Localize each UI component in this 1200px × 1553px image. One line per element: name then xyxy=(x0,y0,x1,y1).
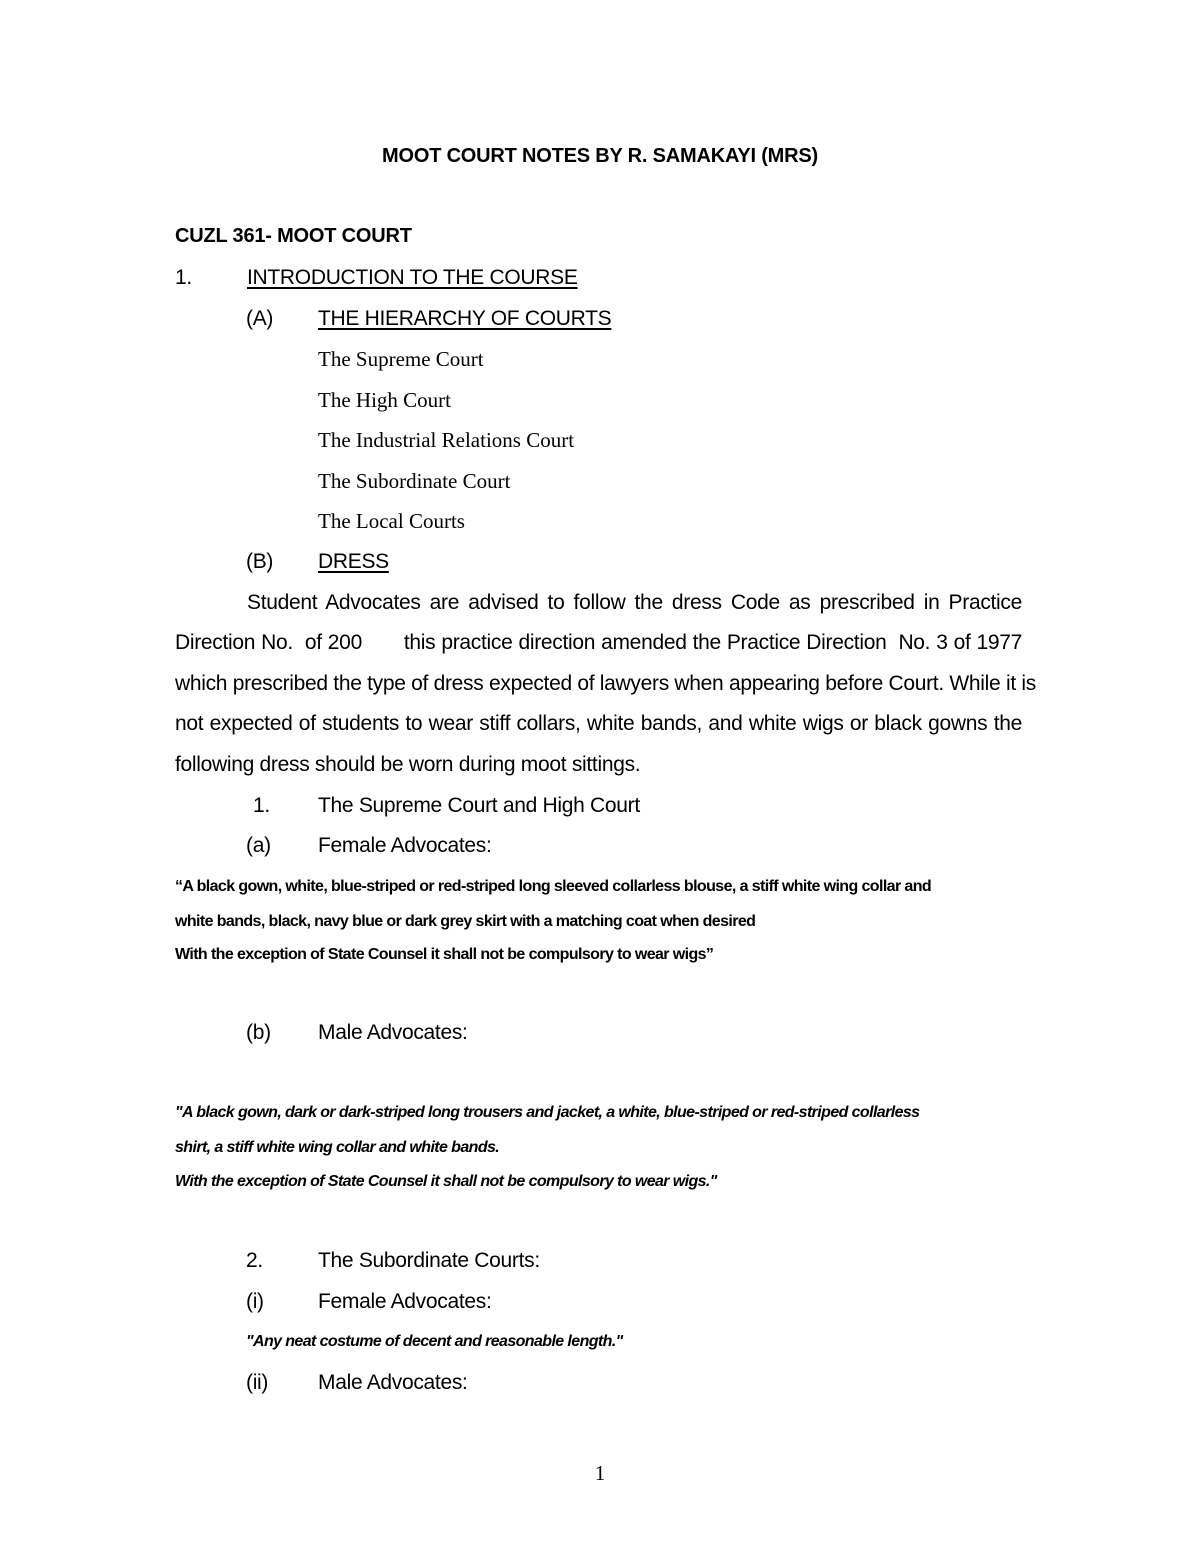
section-number: 1. xyxy=(175,266,192,289)
paragraph-line: Direction No. of 200 this practice direction amended the Practice Direction No. 3 of 1977 xyxy=(175,631,1022,654)
item-number: 1. xyxy=(253,794,270,817)
item-label: (ii) xyxy=(246,1371,269,1394)
paragraph-line: not expected of students to wear stiff collars, white bands, and white wigs or black gowns the xyxy=(175,712,1022,735)
court-list-item: The High Court xyxy=(318,388,451,412)
subsection-heading: DRESS xyxy=(318,550,389,573)
page-number: 1 xyxy=(594,1461,606,1485)
quote-line: white bands, black, navy blue or dark grey skirt with a matching coat when desired xyxy=(175,913,756,930)
quote-line: “A black gown, white, blue-striped or red-striped long sleeved collarless blouse, a stiff white wing collar and xyxy=(175,878,932,895)
court-list-item: The Local Courts xyxy=(318,509,465,533)
course-heading: CUZL 361- MOOT COURT xyxy=(175,225,412,247)
item-label: (b) xyxy=(246,1021,271,1044)
paragraph-line: Student Advocates are advised to follow the dress Code as prescribed in Practice xyxy=(247,591,1022,614)
section-heading: INTRODUCTION TO THE COURSE xyxy=(247,266,578,289)
subsection-heading: THE HIERARCHY OF COURTS xyxy=(318,307,612,330)
court-list-item: The Industrial Relations Court xyxy=(318,428,575,452)
subsection-label: (B) xyxy=(246,550,274,573)
court-list-item: The Subordinate Court xyxy=(318,469,511,493)
court-list-item: The Supreme Court xyxy=(318,347,484,371)
quote-line: With the exception of State Counsel it shall not be compulsory to wear wigs” xyxy=(175,946,714,963)
item-heading: Female Advocates: xyxy=(318,1290,492,1313)
item-heading: Male Advocates: xyxy=(318,1021,468,1044)
item-heading: Male Advocates: xyxy=(318,1371,468,1394)
item-label: (i) xyxy=(246,1290,264,1313)
quote-line: "Any neat costume of decent and reasonable length." xyxy=(246,1333,623,1350)
quote-line: With the exception of State Counsel it shall not be compulsory to wear wigs." xyxy=(175,1173,717,1190)
subsection-label: (A) xyxy=(246,307,274,330)
item-heading: The Subordinate Courts: xyxy=(318,1249,540,1272)
paragraph-line: which prescribed the type of dress expected of lawyers when appearing before Court. While it is xyxy=(175,672,1036,695)
quote-line: shirt, a stiff white wing collar and white bands. xyxy=(175,1139,500,1156)
document-title: MOOT COURT NOTES BY R. SAMAKAYI (MRS) xyxy=(382,145,818,167)
item-heading: Female Advocates: xyxy=(318,834,492,857)
item-heading: The Supreme Court and High Court xyxy=(318,794,640,817)
paragraph-line: following dress should be worn during moot sittings. xyxy=(175,753,641,776)
item-number: 2. xyxy=(246,1249,263,1272)
item-label: (a) xyxy=(246,834,271,857)
quote-line: "A black gown, dark or dark-striped long trousers and jacket, a white, blue-striped or red-striped collarless xyxy=(175,1104,920,1121)
